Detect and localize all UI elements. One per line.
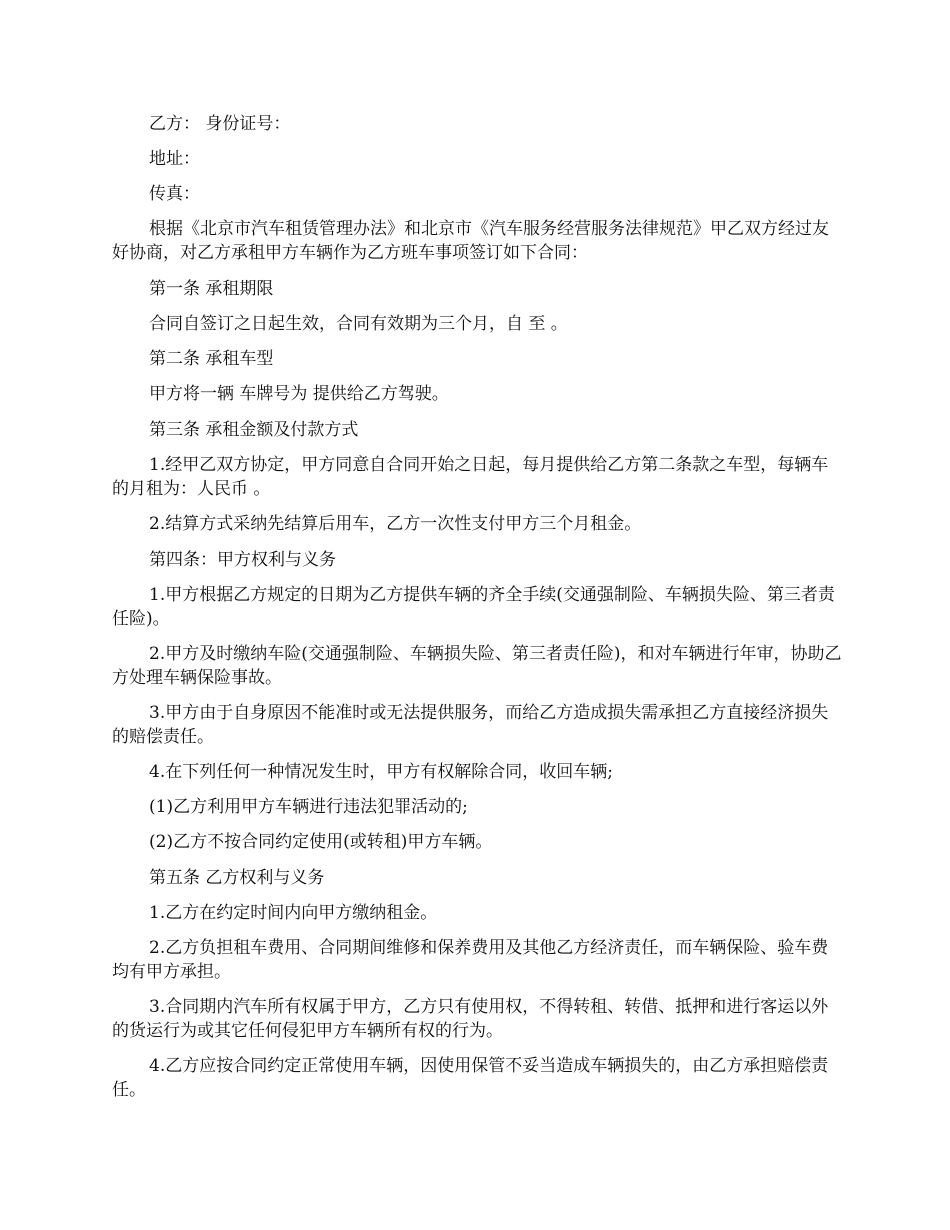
article-4-item-3: 3.甲方由于自身原因不能准时或无法提供服务，而给乙方造成损失需承担乙方直接经济损失的赔偿责任。 <box>112 703 829 747</box>
preamble-paragraph: 根据《北京市汽车租赁管理办法》和北京市《汽车服务经营服务法律规范》甲乙双方经过友好协商，对乙方承租甲方车辆作为乙方班车事项签订如下合同： <box>112 219 829 263</box>
article-1-title: 第一条 承租期限 <box>149 279 274 299</box>
article-2-title: 第二条 承租车型 <box>149 349 274 369</box>
party-b-line: 乙方： 身份证号： <box>149 114 291 134</box>
article-1-text: 合同自签订之日起生效，合同有效期为三个月，自 至 。 <box>149 314 568 334</box>
article-5-item-1: 1.乙方在约定时间内向甲方缴纳租金。 <box>149 903 438 923</box>
article-4-sub-1: (1)乙方利用甲方车辆进行违法犯罪活动的; <box>149 797 468 817</box>
article-3-title: 第三条 承租金额及付款方式 <box>149 420 359 440</box>
article-2-text: 甲方将一辆 车牌号为 提供给乙方驾驶。 <box>149 384 449 404</box>
article-5-item-3: 3.合同期内汽车所有权属于甲方，乙方只有使用权，不得转租、转借、抵押和进行客运以外的货运行为或其它任何侵犯甲方车辆所有权的行为。 <box>112 997 829 1041</box>
article-4-title: 第四条：甲方权利与义务 <box>149 550 336 570</box>
article-4-item-4: 4.在下列任何一种情况发生时，甲方有权解除合同，收回车辆; <box>149 762 613 782</box>
article-5-title: 第五条 乙方权利与义务 <box>149 868 325 888</box>
address-line: 地址： <box>149 149 200 169</box>
article-3-item-2: 2.结算方式采纳先结算后用车，乙方一次性支付甲方三个月租金。 <box>149 514 642 534</box>
article-5-item-4: 4.乙方应按合同约定正常使用车辆，因使用保管不妥当造成车辆损失的，由乙方承担赔偿责任。 <box>112 1056 829 1100</box>
article-4-item-2: 2.甲方及时缴纳车险(交通强制险、车辆损失险、第三者责任险)，和对车辆进行年审，协助乙方处理车辆保险事故。 <box>112 644 842 688</box>
article-4-item-1: 1.甲方根据乙方规定的日期为乙方提供车辆的齐全手续(交通强制险、车辆损失险、第三者责任险)。 <box>112 585 835 629</box>
article-3-item-1: 1.经甲乙双方协定，甲方同意自合同开始之日起，每月提供给乙方第二条款之车型，每辆车的月租为：人民币 。 <box>112 455 829 499</box>
fax-line: 传真： <box>149 184 200 204</box>
article-5-item-2: 2.乙方负担租车费用、合同期间维修和保养费用及其他乙方经济责任，而车辆保险、验车费均有甲方承担。 <box>112 938 829 982</box>
article-4-sub-2: (2)乙方不按合同约定使用(或转租)甲方车辆。 <box>149 832 493 852</box>
